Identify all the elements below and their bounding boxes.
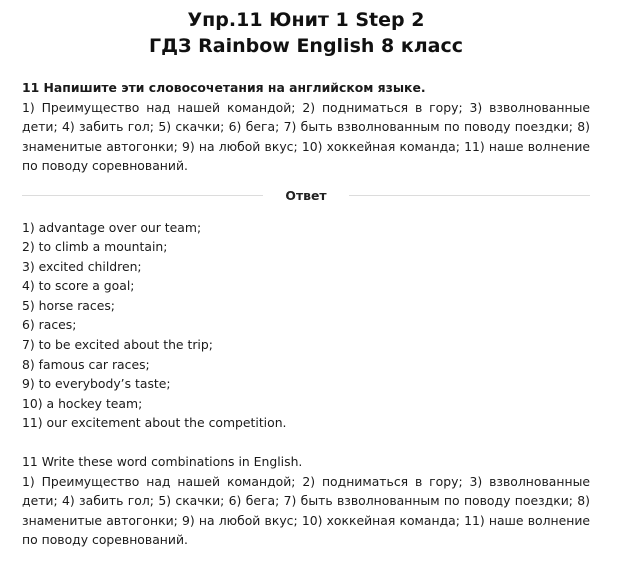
divider-line-left [22,195,263,196]
answer-item: 3) excited children; [22,258,142,274]
answer-divider [22,186,590,206]
task-body: 1) Преимущество над нашей командой; 2) подниматься в гору; 3) взволнованные дети; 4) забить гол; 5) скачки; 6) бега; 7) быть взволнованным по поводу поездки; 8) знаменитые автогонки; 9) на любой вкус; 10) хоккейная команда; 11) наше волнение по поводу соревнований. [22,99,590,173]
translation-heading: 11 Write these word combinations in English. [22,454,303,470]
answer-item: 4) to score a goal; [22,278,135,294]
answer-item: 7) to be excited about the trip; [22,337,213,353]
answer-label: Ответ [285,188,327,203]
answer-item: 6) races; [22,317,77,333]
page-subtitle: ГДЗ Rainbow English 8 класс [148,35,464,57]
task-block [22,78,590,176]
answer-item: 8) famous car races; [22,356,150,372]
answer-item: 2) to climb a mountain; [22,239,168,255]
answer-item: 10) a hockey team; [22,395,143,411]
answer-item: 9) to everybody’s taste; [22,376,171,392]
page-content [22,8,590,550]
answer-item: 1) advantage over our team; [22,219,202,235]
answer-list [22,218,590,434]
page-title: Упр.11 Юнит 1 Step 2 [187,9,425,31]
divider-line-right [349,195,590,196]
translation-block [22,452,590,550]
translation-body: 1) Преимущество над нашей командой; 2) подниматься в гору; 3) взволнованные дети; 4) забить гол; 5) скачки; 6) бега; 7) быть взволнованным по поводу поездки; 8) знаменитые автогонки; 9) на любой вкус; 10) хоккейная команда; 11) наше волнение по поводу соревнований. [22,473,590,548]
answer-item: 11) our excitement about the competition. [22,415,287,431]
task-heading: 11 Напишите эти словосочетания на английском языке. [22,80,426,95]
answer-item: 5) horse races; [22,297,115,313]
